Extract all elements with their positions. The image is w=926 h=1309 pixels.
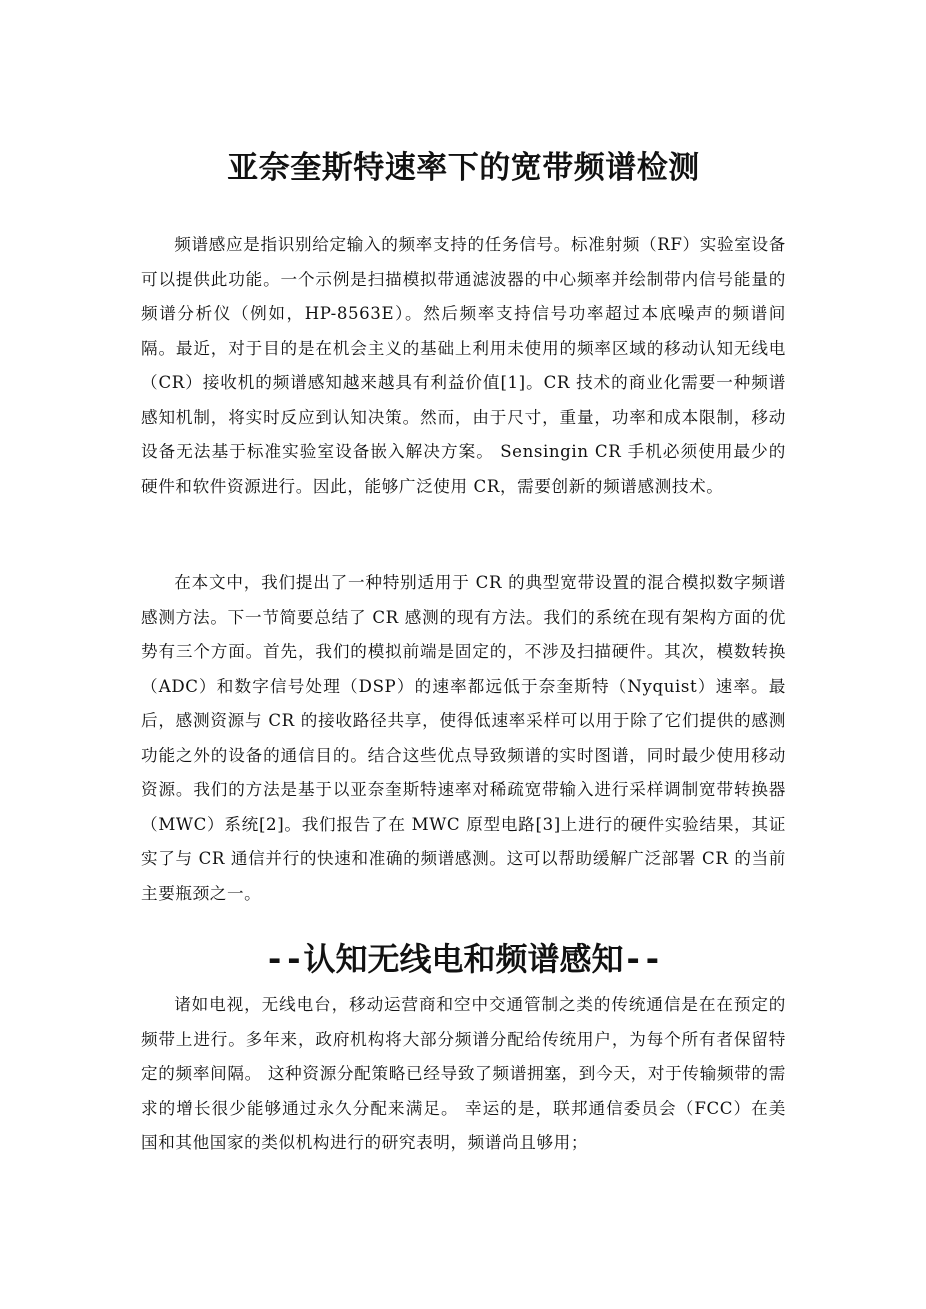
document-title: 亚奈奎斯特速率下的宽带频谱检测 — [227, 150, 700, 186]
section-heading: --认知无线电和频谱感知-- — [264, 940, 663, 978]
paragraph-section-1: 诸如电视，无线电台，移动运营商和空中交通管制之类的传统通信是在在预定的频带上进行。多年来，政府机构将大部分频谱分配给传统用户，为每个所有者保留特定的频率间隔。 这种资源分配策略已经导致了频谱拥塞，到今天，对于传输频带的需求的增长很少能够通过永久分配来满足。 幸运的是，联邦通信委员会（FCC）在美国和其他国家的类似机构进行的研究表明，频谱尚且够用； — [141, 995, 786, 1152]
paragraph-intro-1: 频谱感应是指识别给定输入的频率支持的任务信号。标准射频（RF）实验室设备可以提供此功能。一个示例是扫描模拟带通滤波器的中心频率并绘制带内信号能量的频谱分析仪（例如，HP-8563E）。然后频率支持信号功率超过本底噪声的频谱间隔。最近，对于目的是在机会主义的基础上利用未使用的频率区域的移动认知无线电（CR）接收机的频谱感知越来越具有利益价值[1]。CR 技术的商业化需要一种频谱感知机制，将实时反应到认知决策。然而，由于尺寸，重量，功率和成本限制，移动设备无法基于标准实验室设备嵌入解决方案。 Sensingin CR 手机必须使用最少的硬件和软件资源进行。因此，能够广泛使用 CR，需要创新的频谱感测技术。 — [141, 235, 786, 496]
paragraph-intro-2: 在本文中，我们提出了一种特别适用于 CR 的典型宽带设置的混合模拟数字频谱感测方法。下一节简要总结了 CR 感测的现有方法。我们的系统在现有架构方面的优势有三个方面。首先，我们的模拟前端是固定的，不涉及扫描硬件。其次，模数转换（ADC）和数字信号处理（DSP）的速率都远低于奈奎斯特（Nyquist）速率。最后，感测资源与 CR 的接收路径共享，使得低速率采样可以用于除了它们提供的感测功能之外的设备的通信目的。结合这些优点导致频谱的实时图谱，同时最少使用移动资源。我们的方法是基于以亚奈奎斯特速率对稀疏宽带输入进行采样调制宽带转换器（MWC）系统[2]。我们报告了在 MWC 原型电路[3]上进行的硬件实验结果，其证实了与 CR 通信并行的快速和准确的频谱感测。这可以帮助缓解广泛部署 CR 的当前主要瓶颈之一。 — [141, 573, 786, 903]
